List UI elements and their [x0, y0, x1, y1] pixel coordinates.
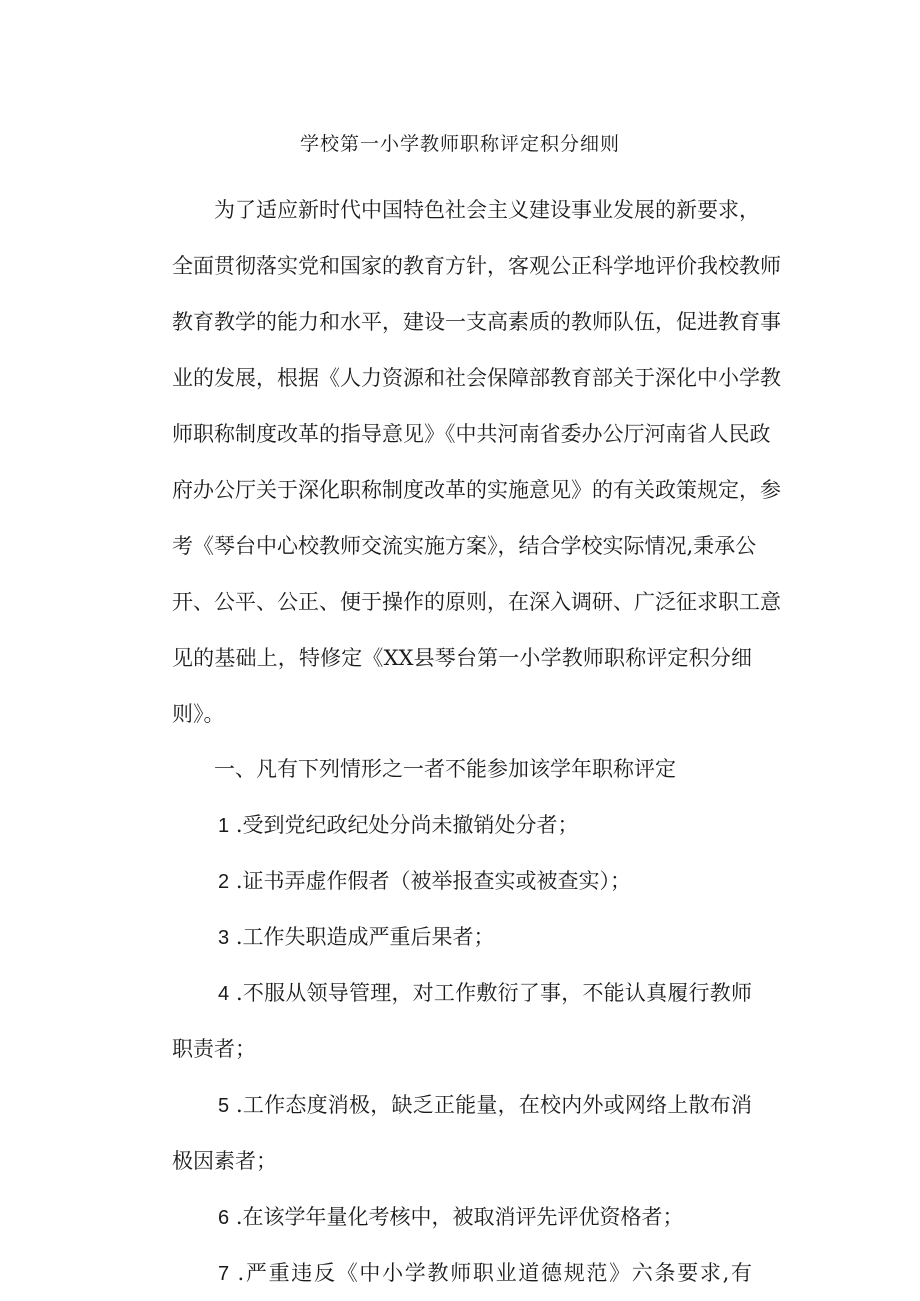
item-text: .证书弄虚作假者（被举报查实或被查实）； — [235, 869, 631, 893]
item-number: 7 — [218, 1263, 230, 1285]
intro-line: 府办公厅关于深化职称制度改革的实施意见》的有关政策规定，参 — [172, 478, 781, 502]
item-continuation: 职责者； — [172, 1037, 256, 1061]
item-text: .在该学年量化考核中，被取消评先评优资格者； — [235, 1205, 684, 1229]
item-text: .不服从领导管理，对工作敷衍了事，不能认真履行教师 — [236, 981, 752, 1005]
item-number: 1 — [218, 815, 230, 837]
list-item — [218, 922, 752, 952]
intro-line: 教育教学的能力和水平，建设一支高素质的教师队伍，促进教育事 — [172, 310, 781, 334]
section-heading: 一、凡有下列情形之一者不能参加该学年职称评定 — [214, 757, 676, 781]
list-item — [218, 1258, 752, 1288]
intro-line: 开、公平、公正、便于操作的原则，在深入调研、广泛征求职工意 — [172, 590, 781, 614]
intro-line: 为了适应新时代中国特色社会主义建设事业发展的新要求， — [214, 198, 760, 222]
list-item — [218, 810, 752, 840]
item-continuation: 极因素者； — [172, 1149, 277, 1173]
item-number: 6 — [218, 1207, 230, 1229]
list-item — [218, 1090, 752, 1120]
item-text: .严重违反《中小学教师职业道德规范》六条要求,有 — [237, 1261, 752, 1285]
intro-line: 业的发展，根据《人力资源和社会保障部教育部关于深化中小学教 — [172, 366, 781, 390]
item-number: 4 — [218, 983, 230, 1005]
list-item — [218, 1202, 752, 1232]
intro-line: 则》。 — [172, 702, 225, 726]
intro-line: 考《琴台中心校教师交流实施方案》，结合学校实际情况,秉承公 — [172, 534, 757, 558]
item-number: 2 — [218, 871, 230, 893]
intro-line: 全面贯彻落实党和国家的教育方针，客观公正科学地评价我校教师 — [172, 254, 781, 278]
intro-line: 见的基础上，特修定《XX县琴台第一小学教师职称评定积分细 — [172, 646, 752, 670]
item-number: 3 — [218, 927, 230, 949]
intro-line: 师职称制度改革的指导意见》《中共河南省委办公厅河南省人民政 — [172, 422, 771, 446]
list-item — [218, 978, 752, 1008]
item-text: .工作失职造成严重后果者； — [235, 925, 495, 949]
document-title: 学校第一小学教师职称评定积分细则 — [299, 133, 620, 155]
list-item — [218, 866, 752, 896]
item-number: 5 — [218, 1095, 230, 1117]
item-text: .受到党纪政纪处分尚未撤销处分者； — [235, 813, 579, 837]
item-text: .工作态度消极，缺乏正能量，在校内外或网络上散布消 — [236, 1093, 752, 1117]
